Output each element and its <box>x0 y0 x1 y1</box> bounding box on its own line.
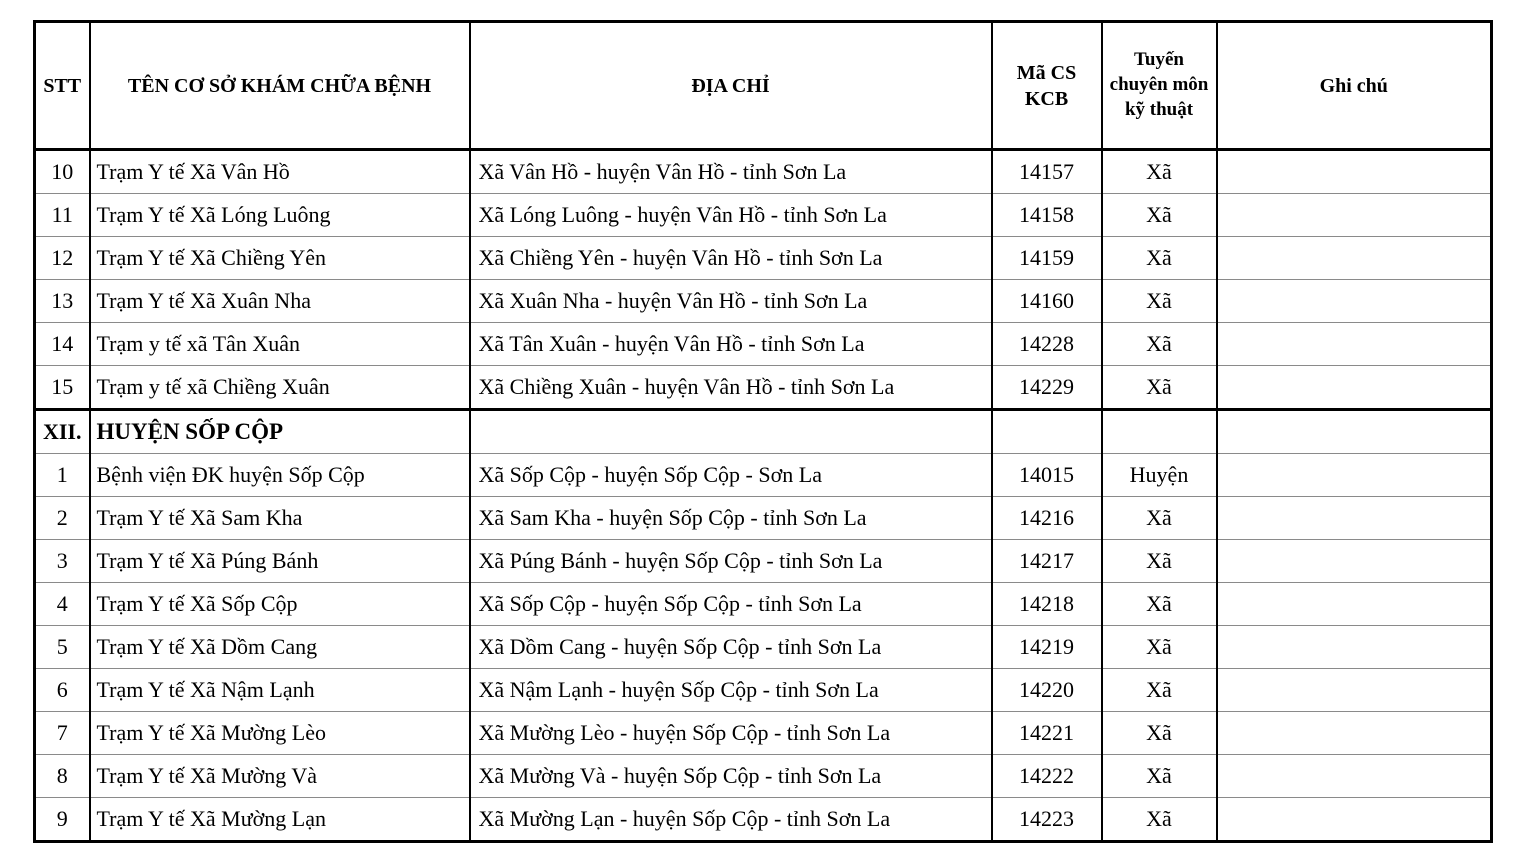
cell-level <box>1102 410 1217 454</box>
table-row <box>35 798 1492 842</box>
cell-address: Xã Sốp Cộp - huyện Sốp Cộp - tỉnh Sơn La <box>470 583 992 626</box>
column-header-stt: STT <box>35 22 90 150</box>
cell-note <box>1217 323 1492 366</box>
cell-name: Trạm Y tế Xã Mường Và <box>90 755 470 798</box>
cell-code: 14219 <box>992 626 1102 669</box>
cell-note <box>1217 798 1492 842</box>
cell-level: Xã <box>1102 626 1217 669</box>
cell-note <box>1217 150 1492 194</box>
cell-stt: 14 <box>35 323 90 366</box>
cell-name: Bệnh viện ĐK huyện Sốp Cộp <box>90 454 470 497</box>
cell-note <box>1217 366 1492 410</box>
column-header-address: ĐỊA CHỈ <box>470 22 992 150</box>
cell-address: Xã Sam Kha - huyện Sốp Cộp - tỉnh Sơn La <box>470 497 992 540</box>
cell-note <box>1217 712 1492 755</box>
table-row <box>35 237 1492 280</box>
cell-level: Xã <box>1102 583 1217 626</box>
cell-address: Xã Xuân Nha - huyện Vân Hồ - tỉnh Sơn La <box>470 280 992 323</box>
cell-level: Xã <box>1102 540 1217 583</box>
cell-stt: 15 <box>35 366 90 410</box>
table-body <box>35 150 1492 842</box>
cell-level: Xã <box>1102 497 1217 540</box>
cell-note <box>1217 626 1492 669</box>
cell-address: Xã Mường Lèo - huyện Sốp Cộp - tỉnh Sơn La <box>470 712 992 755</box>
cell-level: Xã <box>1102 755 1217 798</box>
cell-name: Trạm Y tế Xã Mường Lạn <box>90 798 470 842</box>
column-header-note: Ghi chú <box>1217 22 1492 150</box>
cell-level: Xã <box>1102 280 1217 323</box>
cell-note <box>1217 410 1492 454</box>
cell-name: Trạm Y tế Xã Dồm Cang <box>90 626 470 669</box>
cell-code: 14222 <box>992 755 1102 798</box>
cell-address: Xã Nậm Lạnh - huyện Sốp Cộp - tỉnh Sơn La <box>470 669 992 712</box>
table-row <box>35 626 1492 669</box>
cell-note <box>1217 194 1492 237</box>
cell-code: 14160 <box>992 280 1102 323</box>
column-header-code-label: Mã CS KCB <box>1016 61 1077 110</box>
cell-stt: 11 <box>35 194 90 237</box>
cell-note <box>1217 497 1492 540</box>
cell-level: Xã <box>1102 669 1217 712</box>
cell-code: 14223 <box>992 798 1102 842</box>
cell-name: Trạm Y tế Xã Sam Kha <box>90 497 470 540</box>
cell-stt: 2 <box>35 497 90 540</box>
cell-note <box>1217 755 1492 798</box>
cell-name: Trạm Y tế Xã Sốp Cộp <box>90 583 470 626</box>
cell-level: Xã <box>1102 194 1217 237</box>
cell-code: 14157 <box>992 150 1102 194</box>
table-row <box>35 366 1492 410</box>
cell-stt: 6 <box>35 669 90 712</box>
cell-address: Xã Chiềng Yên - huyện Vân Hồ - tỉnh Sơn La <box>470 237 992 280</box>
cell-name: Trạm Y tế Xã Mường Lèo <box>90 712 470 755</box>
cell-name: Trạm Y tế Xã Púng Bánh <box>90 540 470 583</box>
header-row <box>35 22 1492 150</box>
table-row <box>35 150 1492 194</box>
cell-name: HUYỆN SỐP CỘP <box>90 410 470 454</box>
cell-name: Trạm Y tế Xã Lóng Luông <box>90 194 470 237</box>
cell-address: Xã Vân Hồ - huyện Vân Hồ - tỉnh Sơn La <box>470 150 992 194</box>
cell-stt: 10 <box>35 150 90 194</box>
cell-code: 14220 <box>992 669 1102 712</box>
cell-note <box>1217 669 1492 712</box>
column-header-code <box>992 22 1102 150</box>
cell-address: Xã Lóng Luông - huyện Vân Hồ - tỉnh Sơn La <box>470 194 992 237</box>
cell-stt: 3 <box>35 540 90 583</box>
table-row <box>35 280 1492 323</box>
cell-note <box>1217 237 1492 280</box>
cell-code: 14158 <box>992 194 1102 237</box>
cell-address: Xã Mường Lạn - huyện Sốp Cộp - tỉnh Sơn La <box>470 798 992 842</box>
table-row <box>35 755 1492 798</box>
cell-address: Xã Púng Bánh - huyện Sốp Cộp - tỉnh Sơn La <box>470 540 992 583</box>
cell-code: 14221 <box>992 712 1102 755</box>
cell-level: Xã <box>1102 366 1217 410</box>
table-row <box>35 497 1492 540</box>
cell-address: Xã Sốp Cộp - huyện Sốp Cộp - Sơn La <box>470 454 992 497</box>
cell-address: Xã Mường Và - huyện Sốp Cộp - tỉnh Sơn La <box>470 755 992 798</box>
table-row <box>35 194 1492 237</box>
table-row <box>35 454 1492 497</box>
cell-stt: 12 <box>35 237 90 280</box>
cell-code: 14218 <box>992 583 1102 626</box>
cell-name: Trạm y tế xã Tân Xuân <box>90 323 470 366</box>
cell-code: 14159 <box>992 237 1102 280</box>
cell-stt: 7 <box>35 712 90 755</box>
cell-note <box>1217 583 1492 626</box>
table-row <box>35 669 1492 712</box>
table-row <box>35 583 1492 626</box>
cell-address <box>470 410 992 454</box>
cell-note <box>1217 454 1492 497</box>
cell-code <box>992 410 1102 454</box>
cell-address: Xã Chiềng Xuân - huyện Vân Hồ - tỉnh Sơn La <box>470 366 992 410</box>
column-header-level: Tuyến chuyên môn kỹ thuật <box>1102 22 1217 150</box>
cell-level: Xã <box>1102 150 1217 194</box>
cell-level: Xã <box>1102 798 1217 842</box>
cell-stt: 8 <box>35 755 90 798</box>
cell-code: 14228 <box>992 323 1102 366</box>
cell-stt: 1 <box>35 454 90 497</box>
table-header <box>35 22 1492 150</box>
cell-stt: 9 <box>35 798 90 842</box>
cell-stt: 13 <box>35 280 90 323</box>
cell-code: 14229 <box>992 366 1102 410</box>
facility-table <box>33 20 1493 843</box>
cell-name: Trạm Y tế Xã Xuân Nha <box>90 280 470 323</box>
cell-code: 14015 <box>992 454 1102 497</box>
cell-code: 14217 <box>992 540 1102 583</box>
column-header-name: TÊN CƠ SỞ KHÁM CHỮA BỆNH <box>90 22 470 150</box>
table-row <box>35 540 1492 583</box>
cell-stt: XII. <box>35 410 90 454</box>
cell-name: Trạm y tế xã Chiềng Xuân <box>90 366 470 410</box>
cell-level: Xã <box>1102 323 1217 366</box>
cell-address: Xã Dồm Cang - huyện Sốp Cộp - tỉnh Sơn La <box>470 626 992 669</box>
cell-name: Trạm Y tế Xã Chiềng Yên <box>90 237 470 280</box>
cell-level: Huyện <box>1102 454 1217 497</box>
cell-name: Trạm Y tế Xã Vân Hồ <box>90 150 470 194</box>
cell-stt: 5 <box>35 626 90 669</box>
cell-name: Trạm Y tế Xã Nậm Lạnh <box>90 669 470 712</box>
cell-level: Xã <box>1102 712 1217 755</box>
cell-level: Xã <box>1102 237 1217 280</box>
table-row <box>35 712 1492 755</box>
cell-address: Xã Tân Xuân - huyện Vân Hồ - tỉnh Sơn La <box>470 323 992 366</box>
cell-code: 14216 <box>992 497 1102 540</box>
cell-note <box>1217 540 1492 583</box>
section-row <box>35 410 1492 454</box>
cell-stt: 4 <box>35 583 90 626</box>
cell-note <box>1217 280 1492 323</box>
table-row <box>35 323 1492 366</box>
